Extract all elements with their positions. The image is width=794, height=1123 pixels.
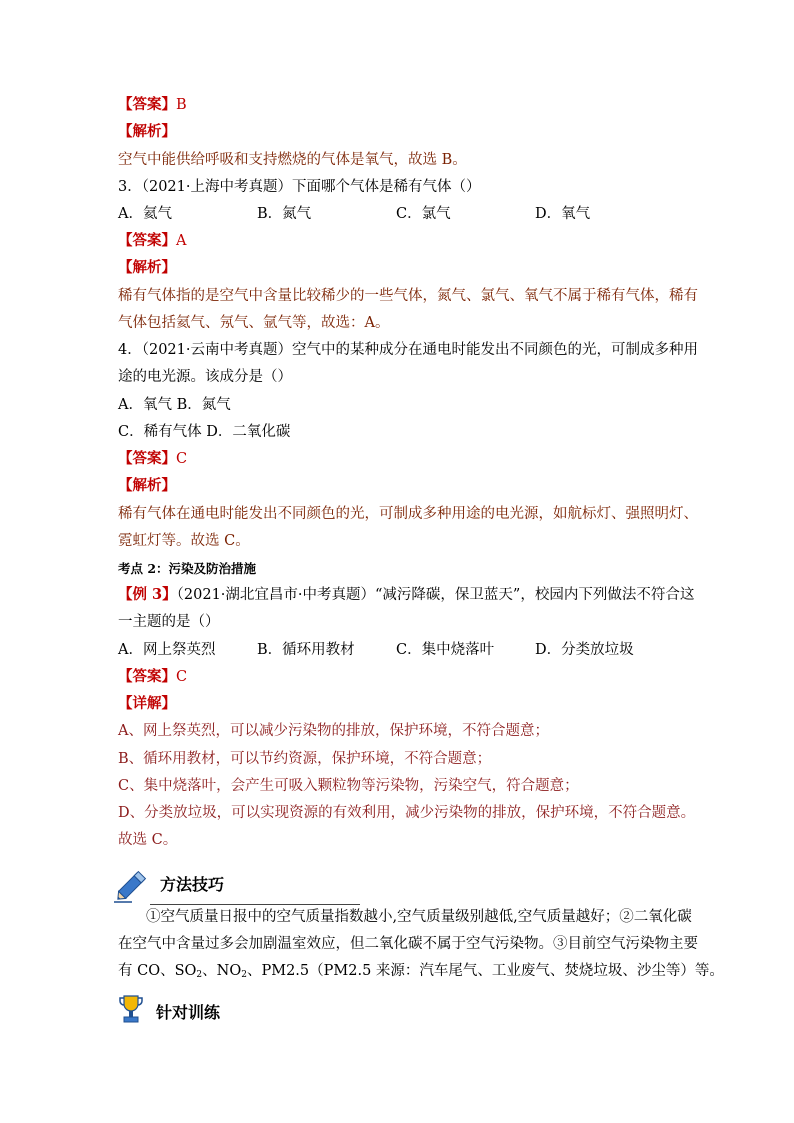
ex3-detail-line: C、集中烧落叶，会产生可吸入颗粒物等污染物，污染空气，符合题意； bbox=[118, 778, 579, 794]
ex3-detail-line: D、分类放垃圾，可以实现资源的有效利用，减少污染物的排放，保护环境，不符合题意。 bbox=[118, 805, 696, 821]
analysis-tag: 【解析】 bbox=[118, 477, 176, 494]
ex3-detail-tag bbox=[118, 694, 176, 714]
q3-analysis-tag bbox=[118, 258, 176, 278]
q3-analysis-line-1: 稀有气体指的是空气中含量比较稀少的一些气体，氮气、氯气、氧气不属于稀有气体，稀有 bbox=[118, 288, 698, 304]
q4-analysis-line-2: 霓虹灯等。故选 C。 bbox=[118, 533, 250, 549]
tips-text: 有 CO、SO bbox=[118, 963, 197, 979]
answer-tag: 【答案】 bbox=[118, 232, 176, 249]
subscript: 2 bbox=[241, 970, 247, 980]
q4-answer-line bbox=[118, 449, 187, 469]
q4-stem-line-1: 4．（2021·云南中考真题）空气中的某种成分在通电时能发出不同颜色的光，可制成多种用 bbox=[118, 342, 698, 358]
ex3-option-c: C．集中烧落叶 bbox=[396, 642, 495, 658]
ex3-option-a: A．网上祭英烈 bbox=[118, 642, 216, 658]
analysis-tag: 【解析】 bbox=[118, 123, 176, 140]
targeted-training-title: 针对训练 bbox=[156, 1003, 221, 1022]
ex3-detail-line: 故选 C。 bbox=[118, 832, 178, 848]
topic-heading: 考点 2：污染及防治措施 bbox=[118, 561, 257, 576]
answer-tag: 【答案】 bbox=[118, 668, 176, 685]
answer-value: A bbox=[176, 233, 187, 249]
example-tag: 【例 3】 bbox=[118, 586, 177, 603]
q2-analysis-text: 空气中能供给呼吸和支持燃烧的气体是氧气，故选 B。 bbox=[118, 152, 467, 168]
ex3-answer-line bbox=[118, 667, 187, 687]
q3-analysis-line-2: 气体包括氦气、氖气、氩气等，故选：A。 bbox=[118, 315, 390, 331]
q2-answer-line bbox=[118, 95, 187, 115]
subscript: 2 bbox=[196, 970, 203, 980]
q4-stem-line-2: 途的电光源。该成分是（） bbox=[118, 369, 292, 385]
answer-value: B bbox=[176, 97, 187, 113]
pencil-icon bbox=[112, 866, 152, 904]
answer-tag: 【答案】 bbox=[118, 450, 176, 467]
heading-divider bbox=[150, 904, 360, 905]
ex3-detail-line: A、网上祭英烈，可以减少污染物的排放，保护环境，不符合题意； bbox=[118, 723, 549, 739]
q3-option-a: A．氦气 bbox=[118, 206, 172, 222]
trophy-icon bbox=[118, 994, 144, 1024]
ex3-option-b: B．循环用教材 bbox=[257, 642, 355, 658]
tips-text: 、NO bbox=[202, 963, 242, 979]
ex3-detail-line: B、循环用教材，可以节约资源，保护环境，不符合题意； bbox=[118, 751, 492, 767]
q2-analysis-tag bbox=[118, 122, 176, 142]
q4-analysis-line-1: 稀有气体在通电时能发出不同颜色的光，可制成多种用途的电光源，如航标灯、强照明灯、 bbox=[118, 506, 698, 522]
tips-line-3 bbox=[118, 961, 724, 985]
answer-value: C bbox=[176, 451, 188, 467]
q3-option-b: B．氮气 bbox=[257, 206, 312, 222]
q3-option-d: D．氧气 bbox=[535, 206, 591, 222]
ex3-stem-line-1 bbox=[118, 585, 694, 605]
tips-line-2: 在空气中含量过多会加剧温室效应，但二氧化碳不属于空气污染物。③目前空气污染物主要 bbox=[118, 936, 698, 952]
tips-text: 、PM2.5（PM2.5 来源：汽车尾气、工业废气、焚烧垃圾、沙尘等）等。 bbox=[246, 963, 724, 979]
answer-tag: 【答案】 bbox=[118, 96, 176, 113]
q4-options-line-1: A．氧气 B．氮气 bbox=[118, 397, 231, 413]
detail-tag: 【详解】 bbox=[118, 695, 176, 712]
answer-value: C bbox=[176, 669, 188, 685]
q3-option-c: C．氯气 bbox=[396, 206, 451, 222]
method-tips-title: 方法技巧 bbox=[160, 875, 225, 894]
q3-stem: 3．（2021·上海中考真题）下面哪个气体是稀有气体（） bbox=[118, 179, 481, 195]
q4-options-line-2: C．稀有气体 D．二氧化碳 bbox=[118, 424, 291, 440]
tips-line-1: ①空气质量日报中的空气质量指数越小,空气质量级别越低,空气质量越好；②二氧化碳 bbox=[146, 909, 692, 925]
ex3-stem-line-2: 一主题的是（） bbox=[118, 614, 220, 630]
analysis-tag: 【解析】 bbox=[118, 259, 176, 276]
ex3-option-d: D．分类放垃圾 bbox=[535, 642, 634, 658]
q3-answer-line bbox=[118, 231, 186, 251]
ex3-stem-text: （2021·湖北宜昌市·中考真题）“减污降碳，保卫蓝天”，校园内下列做法不符合这 bbox=[176, 587, 695, 603]
q4-analysis-tag bbox=[118, 476, 176, 496]
